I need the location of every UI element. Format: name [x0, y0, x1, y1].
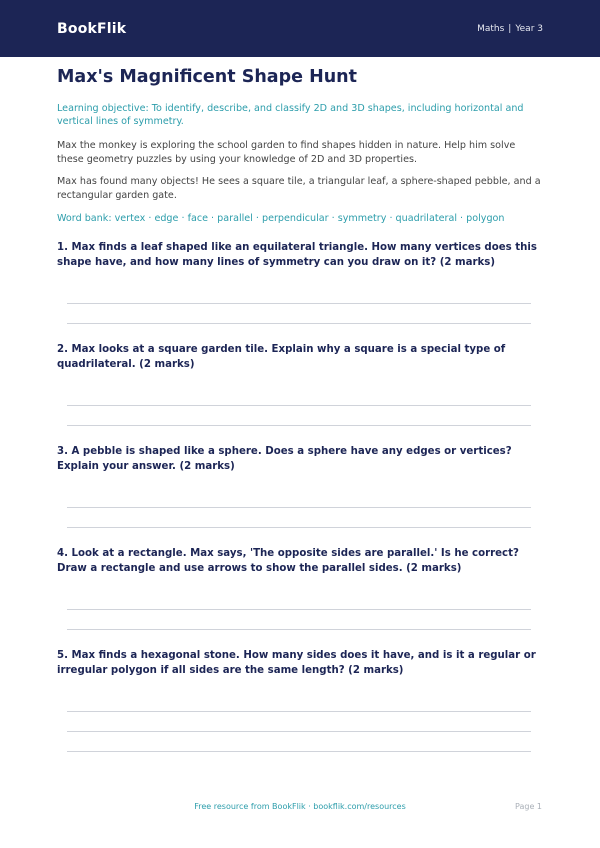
year-label: Year 3: [515, 23, 543, 34]
question-text: 1. Max finds a leaf shaped like an equilateral triangle. How many vertices does this shape have, and how many lines of symmetry can you draw on it? (2 marks): [57, 242, 537, 268]
answer-line: [67, 629, 531, 630]
learning-objective: Learning objective: To identify, describe, and classify 2D and 3D shapes, including horizontal and vertical lines of symmetry.: [57, 103, 524, 127]
question-4: [57, 547, 543, 576]
intro-paragraph-1: Max the monkey is exploring the school garden to find shapes hidden in nature. Help him solve these geometry puzzles by using your knowledge of 2D and 3D properties.: [57, 140, 516, 165]
page-header: [0, 0, 600, 57]
word-bank: Word bank: vertex · edge · face · parallel · perpendicular · symmetry · quadrilateral · polygon: [57, 213, 505, 224]
question-text: 2. Max looks at a square garden tile. Explain why a square is a special type of quadrilateral. (2 marks): [57, 344, 506, 370]
answer-line: [67, 527, 531, 528]
answer-line: [67, 609, 531, 610]
brand-logo: BookFlik: [57, 20, 127, 37]
separator: |: [508, 23, 512, 34]
question-5: [57, 649, 543, 678]
answer-line: [67, 303, 531, 304]
answer-line: [67, 425, 531, 426]
question-text: 3. A pebble is shaped like a sphere. Does a sphere have any edges or vertices? Explain your answer. (2 marks): [57, 446, 512, 472]
intro-paragraph-2: Max has found many objects! He sees a square tile, a triangular leaf, a sphere-shaped pebble, and a rectangular garden gate.: [57, 176, 541, 201]
footer-source-link[interactable]: Free resource from BookFlik · bookflik.com/resources: [194, 802, 406, 811]
answer-line: [67, 751, 531, 752]
answer-line: [67, 731, 531, 732]
answer-line: [67, 711, 531, 712]
page-footer: [0, 802, 600, 814]
subject-year-label: [477, 24, 543, 34]
answer-line: [67, 507, 531, 508]
question-3: [57, 445, 543, 474]
page-number: Page 1: [515, 802, 542, 811]
question-text: 5. Max finds a hexagonal stone. How many sides does it have, and is it a regular or irregular polygon if all sides are the same length? (2 marks): [57, 650, 536, 676]
question-2: [57, 343, 543, 372]
answer-line: [67, 323, 531, 324]
answer-line: [67, 405, 531, 406]
subject-label: Maths: [477, 23, 505, 34]
page-title: Max's Magnificent Shape Hunt: [57, 67, 358, 87]
intro-section: [57, 66, 543, 225]
question-1: [57, 241, 543, 270]
question-text: 4. Look at a rectangle. Max says, 'The opposite sides are parallel.' Is he correct? Draw a rectangle and use arrows to show the parallel sides. (2 marks): [57, 548, 519, 574]
